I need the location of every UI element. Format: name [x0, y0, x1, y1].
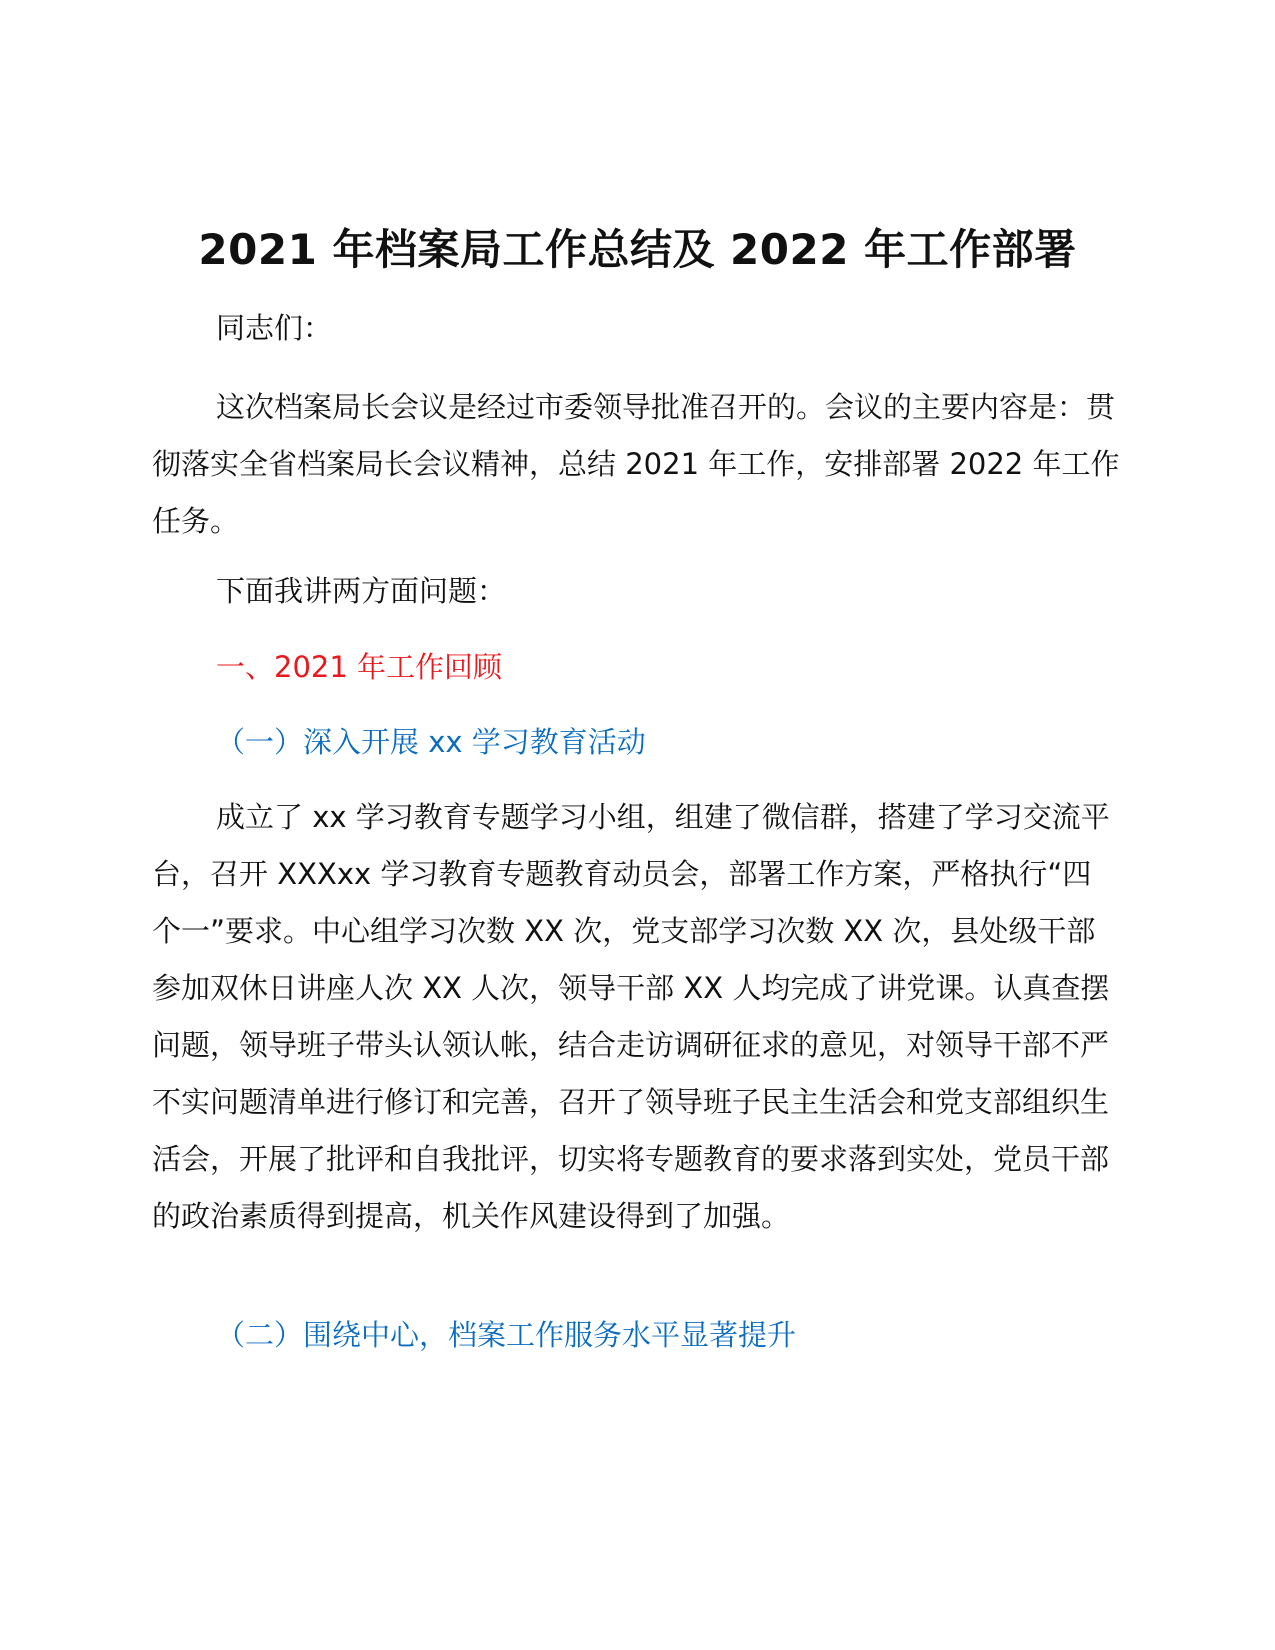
transition-text: 下面我讲两方面问题：: [216, 574, 507, 608]
subsection-heading-1: （一）深入开展 xx 学习教育活动: [216, 725, 646, 759]
subsection-1-body: 成立了 xx 学习教育专题学习小组，组建了微信群，搭建了学习交流平台，召开 XXXxx 学习教育专题教育动员会，部署工作方案，严格执行“四个一”要求。中心组学习次数 XX 次，党支部学习次数 XX 次，县处级干部参加双休日讲座人次 XX 人次，领导干部 XX 人均完成了讲党课。认真查摆问题，领导班子带头认领认帐，结合走访调研征求的意见，对领导干部不严不实问题清单进行修订和完善，召开了领导班子民主生活会和党支部组织生活会，开展了批评和自我批评，切实将专题教育的要求落到实处，党员干部的政治素质得到提高，机关作风建设得到了加强。: [152, 800, 1110, 1233]
salutation: 同志们：: [216, 311, 333, 345]
subsection-heading-2: （二）围绕中心，档案工作服务水平显著提升: [216, 1318, 797, 1352]
intro-paragraph: 这次档案局长会议是经过市委领导批准召开的。会议的主要内容是：贯彻落实全省档案局长会议精神，总结 2021 年工作，安排部署 2022 年工作任务。: [152, 390, 1120, 538]
section-heading-review: 一、2021 年工作回顾: [216, 650, 503, 684]
document-title: 2021 年档案局工作总结及 2022 年工作部署: [198, 225, 1077, 274]
